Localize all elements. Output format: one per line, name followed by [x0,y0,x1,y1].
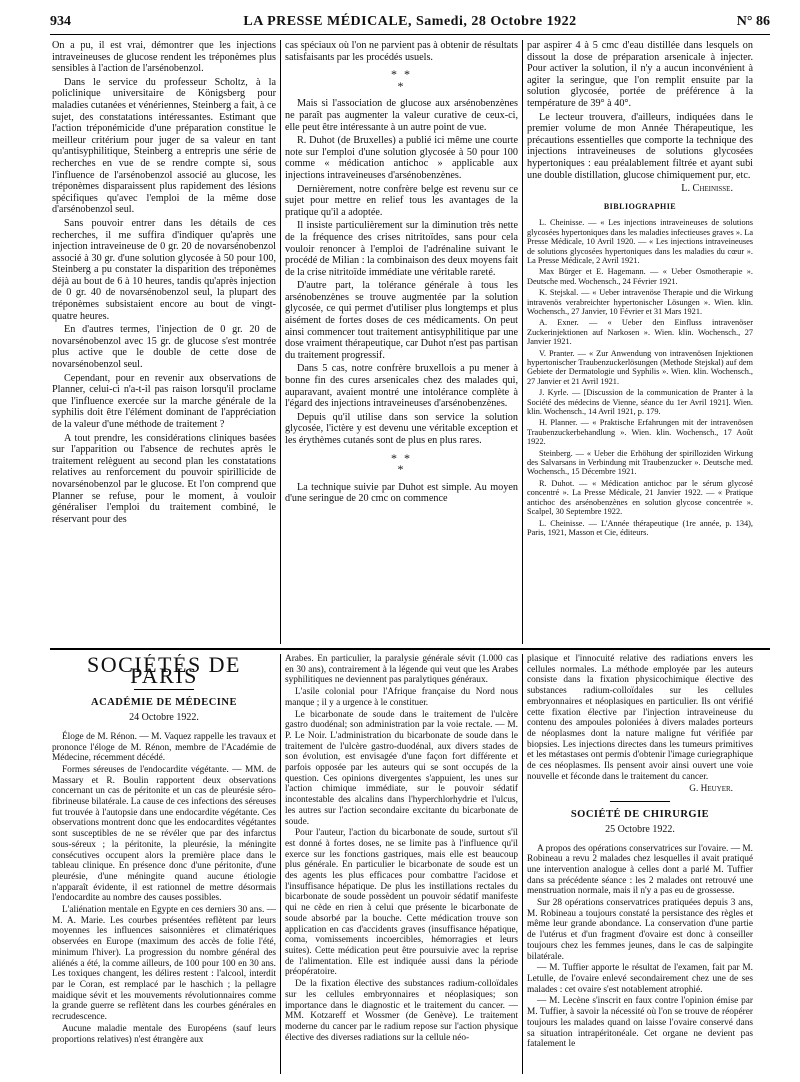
section-stars: * * * [391,450,412,477]
paragraph: L'aliénation mentale en Egypte en ces derniers 30 ans. — M. A. Marie. Les courbes présentées reflètent par leurs moyennes les influences saisonnières et climatériques observées en Europe (maximum des accès de folie l'été, minimum l'hiver). La progression du nombre général des aliénés a été, la comme ailleurs, de 100 pour 100 en 30 ans. Les toxiques changent, les délires restent : l'alcool, interdit par le Coran, est remplacé par le haschich ; la pellagre maidique sévit et les mouvements révolutionnaires comme la grande guerre se reflètent dans les courbes générales en recrudescence. [52,905,276,1023]
paragraph: cas spéciaux où l'on ne parvient pas à obtenir de résultats satisfaisants par les procédés usuels. [285,40,518,63]
paragraph: — M. Lecène s'inscrit en faux contre l'opinion émise par M. Tuffier, à savoir la nécessité où l'on se trouve de réopérer toujours les malades quand on laisse l'ovaire conservé dans sa situation intrapéritonéale. Cet organe ne devient pas fatalement le [527,996,753,1050]
bib-entry: H. Planner. — « Praktische Erfahrungen mit der intravenösen Traubenzuckerbehandlung ». Wien. klin. Wochensch., 17 Août 1922. [527,418,753,447]
top-column-2 [285,40,518,644]
subsection-title: SOCIÉTÉ DE CHIRURGIE [570,809,710,821]
header-rule [50,34,770,35]
paragraph: L'asile colonial pour l'Afrique française du Nord nous manque ; il y a urgence à le constituer. [285,687,518,708]
bib-entry: A. Exner. — « Ueber den Einfluss intravenöser Zuckerinjektionen auf Narkosen ». Wien. klin. Wochensch., 27 Janvier 1921. [527,318,753,347]
paragraph: Mais si l'association de glucose aux arsénobenzènes ne paraît pas augmenter la valeur curative de ceux-ci, elle peut être intéressante à un autre point de vue. [285,98,518,133]
paragraph: A tout prendre, les considérations cliniques basées sur l'apparition ou l'absence de rechutes après le traitement relèguent au second plan les constatations relatives au renforcement du pouvoir spirillicide de novarsénobenzol par le glucose. Et l'on comprend que Planner se refuse, pour le moment, à vouloir généraliser l'emploi du traitement combiné, le réservant pour des [52,432,276,525]
column-divider [522,40,523,644]
paragraph: — M. Tuffier apporte le résultat de l'examen, fait par M. Letulle, de l'ovaire enlevé secondairement chez une de ses malades : cet ovaire s'est notablement atrophié. [527,963,753,995]
paragraph: On a pu, il est vrai, démontrer que les injections intraveineuses de glucose rendent les tréponèmes plus sensibles à l'action de l'arsénobenzol. [52,40,276,75]
bib-entry: L. Cheinisse. — « Les injections intraveineuses de solutions glycosées hypertoniques dans les maladies infectieuses graves ». La Presse Médicale, 10 Avril 1920. — « Les injections intraveineuses de solutions glycosées hypertoniques dans les maladies du cœur ». La Presse Médicale, 2 Avril 1921. [527,218,753,265]
bibliography-title: BIBLIOGRAPHIE [603,201,677,211]
paragraph: R. Duhot (de Bruxelles) a publié ici même une courte note sur l'emploi d'une solution glycosée à 50 pour 100 comme « médication antichoc » applicable aux injections intraveineuses d'arsénobenzènes. [285,135,518,181]
paragraph: Sans pouvoir entrer dans les détails de ces recherches, il me suffira d'indiquer qu'après une injection intraveineuse de 0 gr. 20 de novarsénobenzol associé à 30 gr. d'une solution glycosée à 50 pour 100, Steinberg a pu constater la disparition des tréponèmes déjà au bout de 6 à 10 heures, tandis qu'après injection de 0 gr. 40 de novarsénobenzol seul, la plupart des tréponèmes subsistaient encore au bout de vingt-quatre heures. [52,217,276,322]
paragraph: D'autre part, la tolérance générale à tous les arsénobenzènes se trouve augmentée par la solution glycosée, ce qui permet d'utiliser plus longtemps et plus aisément de fortes doses de ces médicaments. On peut ainsi commencer tout traitement antisyphilitique par une dose vraiment thérapeutique, car Duhot n'est pas partisan du traitement progressif. [285,280,518,361]
paragraph: Il insiste particulièrement sur la diminution très nette de la fréquence des crises nitritoïdes, sans pour cela vouloir renoncer à l'emploi de l'adrénaline suivant le procédé de Milian : la combinaison des deux moyens fait de la crise nitritoïde immédiate une véritable rareté. [285,220,518,278]
column-divider [280,654,281,1074]
paragraph: par aspirer 4 à 5 cmc d'eau distillée dans lesquels on dissout la dose de préparation arsenicale à injecter. Pour activer la solution, il n'y a aucun inconvénient à agiter la seringue, que l'on remplit ensuite par la solution glycosée, portée de préférence à la température de 39° à 40°. [527,40,753,109]
subsection-title: ACADÉMIE DE MÉDECINE [91,697,237,709]
bib-entry: L. Cheinisse. — L'Année thérapeutique (1re année, p. 134), Paris, 1921, Masson et Cie, éditeurs. [527,518,753,537]
paragraph: De la fixation élective des substances radium-colloïdales sur les cellules embryonnaires et néoplasiques; son importance dans le diagnostic et le traitement du cancer. — MM. Kotzareff et Wossmer (de Genève). Le traitement moderne du cancer par le radium repose sur l'action physique élective des diverses radiations sur la cellule néo- [285,979,518,1043]
paragraph: Le lecteur trouvera, d'ailleurs, indiquées dans le premier volume de mon Année Thérapeutique, les précautions essentielles que comporte la technique des injections intraveineuses de solutions glycosées hypertoniques : eau préalablement filtrée et ayant subi une double distillation, glucose chimiquement pur, etc. [527,111,753,181]
paragraph: plasique et l'innocuité relative des radiations envers les cellules normales. La méthode employée par les auteurs consiste dans la fixation physicochimique élective des substances radium-colloïdales sur les cellules embryonnaires et néoplasiques en particulier. Ils ont vérifié cette fixation élective par l'injection intraveineuse du contenu des ampoules poloniées à divers malades porteurs de néoplasmes dont la nature maligne fut vérifiée par biopsies. Les injections directes dans les tumeurs primitives et les métastases ont permis d'obtenir l'image curiegraphique de ces néoplasmes. Ils pensent avoir ainsi ouvert une voie nouvelle et féconde dans le traitement du cancer. [527,654,753,782]
bottom-column-1 [52,654,276,1074]
bottom-column-3 [527,654,753,1074]
author-signature: L. Cheinisse. [681,183,733,195]
paragraph: Dans 5 cas, notre confrère bruxellois a pu mener à bonne fin des cures arsenicales chez des malades qui, auparavant, avaient montré une intolérance complète à l'égard des injections intraveineuses d'arsénobenzènes. [285,363,518,410]
bib-entry: Steinberg. — « Ueber die Erhöhung der spirilloziden Wirkung des Salvarsans in Verbindung mit Traubenzucker ». Deutsche med. Wochensch., 15 Décembre 1921. [527,448,753,477]
paragraph: Sur 28 opérations conservatrices pratiquées depuis 3 ans, M. Robineau a toujours constaté la persistance des règles et même leur grande abondance. La conservation d'une partie de l'utérus et d'un fragment d'ovaire est donc à conseiller toujours chez les femmes jeunes, dans le cas de salpingite bilatérale. [527,898,753,962]
issue-number: N° 86 [736,14,770,29]
session-date: 25 Octobre 1922. [605,823,675,835]
running-header [50,14,770,34]
bottom-column-2 [285,654,518,1074]
column-divider [522,654,523,1074]
page-number: 934 [50,14,71,29]
paragraph: Dans le service du professeur Scholtz, à la policlinique universitaire de Königsberg pour maladies cutanées et vénériennes, Steinberg a fait, à ce sujet, des constatations intéressantes. Estimant que l'action tréponémicide d'une préparation constitue le meilleur critérium pour juger de sa valeur en tant qu'antisyphilitique, Steinberg a entrepris une série de recherches en vue de se rendre compte si, sous l'influence de l'arsénobenzol associé au glucose, les tréponèmes disparaissent plus rapidement des lésions spécifiques qu'avec l'emploi de la même dose d'arsénobenzol seul. [52,76,276,216]
journal-title: LA PRESSE MÉDICALE, Samedi, 28 Octobre 1922 [243,14,577,29]
paragraph: Le bicarbonate de soude dans le traitement de l'ulcère gastro duodénal; son administration par la voie rectale. — M. P. Le Noir. L'administration du bicarbonate de soude dans le traitement de l'ulcère gastro-duodénal, aux divers stades de son évolution, est envisagée d'une façon fort différente et parfois opposée par les auteurs qui se sont occupés de la question. Ces opinions divergentes s'appuient, les unes sur l'action chimique immédiate, sur le pouvoir sédatif incontestable des alcalins dans l'hyperchlorhydrie et l'ulcus, les autres sur l'action secondaire excitante du bicarbonate de soude. [285,709,518,827]
top-column-3 [527,40,753,644]
paragraph: Éloge de M. Rénon. — M. Vaquez rappelle les travaux et prononce l'éloge de M. Rénon, membre de l'Académie de Médecine, récemment décédé. [52,731,276,764]
section-stars: * * * [391,67,412,93]
top-column-1 [52,40,276,644]
author-signature: G. Heuyer. [689,784,733,795]
column-divider [280,40,281,644]
section-title: SOCIÉTÉS DE PARIS [87,654,241,688]
bib-entry: Max Bürger et E. Hagemann. — « Ueber Osmotherapie ». Deutsche med. Wochensch., 24 Février 1921. [527,267,753,286]
bib-entry: R. Duhot. — « Médication antichoc par le sérum glycosé concentré ». La Presse Médicale, 21 Janvier 1922. — « Pratique antichoc des arsénobenzènes en solution glycose concentrée ». Scalpel, 30 Septembre 1922. [527,478,753,517]
paragraph: Formes séreuses de l'endocardite végétante. — MM. de Massary et R. Boulin rapportent deux observations concernant un cas de péritonite et un cas de pleurésie séro-fibrineuse bilatérale. La cause de ces infections des séreuses fut trouvée à l'autopsie dans une endocardite végétante. Ces observations montrent donc que les endocardites végétantes sont susceptibles de ne se révéler que par des infarctus sous-séreux ; la péritonite, la pleurésie, la méningite consécutives occupent alors la première place dans le tableau clinique. En présence donc d'une péritonite, d'une pleurésie, d'une méningite quand aucune étiologie n'apparaît évidente, il est rationnel de mettre désormais l'endocardite au nombre des causes possibles. [52,764,276,904]
paragraph: La technique suivie par Duhot est simple. Au moyen d'une seringue de 20 cmc on commence [285,481,518,505]
paragraph: Dernièrement, notre confrère belge est revenu sur ce sujet pour mettre en relief tous les avantages de la pratique qu'il a adoptée. [285,183,518,218]
paragraph: Depuis qu'il utilise dans son service la solution glycosée, l'ictère y est devenu une véritable exception et les érythèmes cutanés sont de plus en plus rares. [285,411,518,446]
title-underline [134,689,194,690]
paragraph: Arabes. En particulier, la paralysie générale sévit (1.000 cas en 30 ans), contrairement à la légende qui veut que les Arabes syphilitiques ne deviennent pas paralytiques généraux. [285,654,518,686]
bib-entry: K. Stejskal. — « Ueber intravenöse Therapie und die Wirkung intravenös verabreichter hypertonischer Lösungen ». Wien. klin. Wochensch., 27 Janvier, 10 Février et 31 Mars 1921. [527,288,753,316]
paragraph: Pour l'auteur, l'action du bicarbonate de soude, surtout s'il est donné à fortes doses, ne se limite pas à l'influence qu'il exerce sur les fonctions gastriques, mais elle est beaucoup plus générale. En particulier le bicarbonate de soude est un des agents les plus efficaces pour combattre l'acidose et l'insuffisance hépatique. De plus les instillations rectales du bicarbonate de soude possèdent un pouvoir sédatif manifeste qui ne cède en rien à celui que présente le bicarbonate de soude absorbé par la bouche. Cette médication trouve son application en cas d'accidents graves (insuffisance hépatique, coma, vomissements incoercibles, hémorragies et leurs suites). Cette médication peut être poursuivie avec la reprise de l'alimentation. Elle est indiquée aussi dans la période préopératoire. [285,828,518,978]
bib-entry: V. Pranter. — « Zur Anwendung von intravenösen Injektionen hypertonischer Traubenzuckerlösungen (Methode Stejskal) auf dem Gebiete der Dermatologie und Syphilis ». Wien. klin. Wochensch., 27 Janvier et 21 Avril 1921. [527,348,753,386]
paragraph: En d'autres termes, l'injection de 0 gr. 20 de novarsénobenzol avec 15 gr. de glucose s'est montrée plus active que le double de cette dose de novarsénobenzol seul. [52,324,276,371]
section-rule [50,648,770,650]
paragraph: Cependant, pour en revenir aux observations de Planner, celui-ci n'a-t-il pas raison lorsqu'il proclame que l'influence exercée sur la marche générale de la syphilis doit être l'élément dominant de l'appréciation de la valeur d'une méthode de traitement ? [52,372,276,430]
session-date: 24 Octobre 1922. [129,712,199,724]
paragraph: Aucune maladie mentale des Européens (sauf leurs proportions relatives) n'est étrangère aux [52,1023,276,1045]
bib-entry: J. Kyrle. — [Discussion de la communication de Pranter à la Société des médecins de Vienne, séance du 1er Avril 1921]. Wien. klin. Wochensch., 14 Avril 1921, p. 179. [527,388,753,417]
paragraph: A propos des opérations conservatrices sur l'ovaire. — M. Robineau a revu 2 malades chez lesquelles il avait pratiqué une intervention analogue à celles dont a parlé M. Tuffier dans sa précédente séance : les 2 malades ont retrouvé une menstruation normale, mais il n'y a pas eu de grossesse. [527,843,753,897]
divider [610,801,670,802]
